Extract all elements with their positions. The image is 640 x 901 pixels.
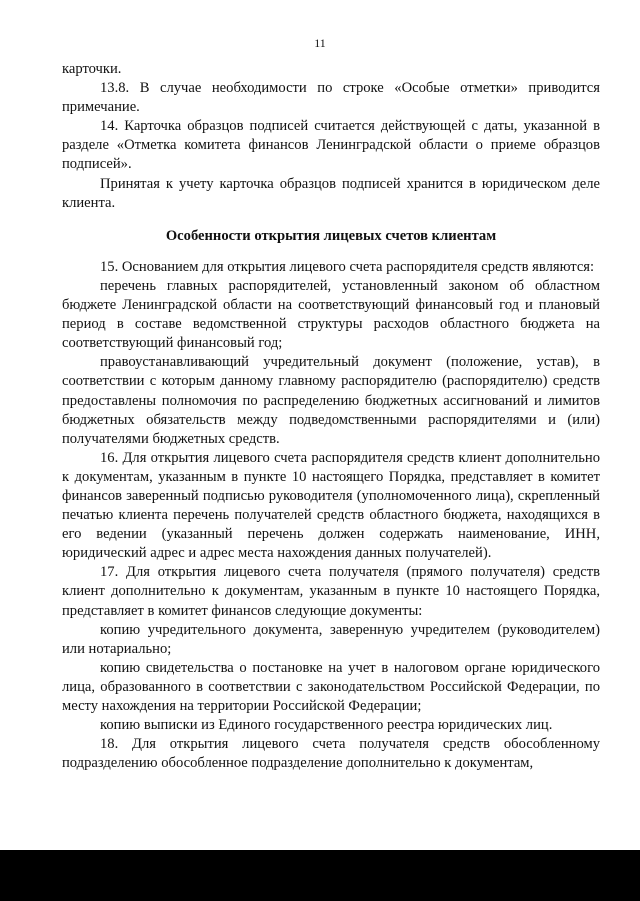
- paragraph: копию свидетельства о постановке на учет в налоговом органе юридического лица, образованного в соответствии с законодательством Российской Федерации, по месту нахождения на территории Российской Федерации;: [62, 659, 600, 714]
- paragraph: копию учредительного документа, заверенную учредителем (руководителем) или нотариально;: [62, 621, 600, 657]
- paragraph: перечень главных распорядителей, установленный законом об областном бюджете Ленинградской области на соответствующий финансовый год и плановый период в составе ведомственной структуры расходов областного бюджета на соответствующий финансовый год;: [62, 277, 600, 352]
- paragraph: 14. Карточка образцов подписей считается действующей с даты, указанной в разделе «Отметка комитета финансов Ленинградской области о приеме образцов подписей».: [62, 118, 600, 173]
- paragraph: 18. Для открытия лицевого счета получателя средств обособленному подразделению обособленное подразделение дополнительно к документам,: [62, 736, 600, 772]
- paragraph: карточки.: [62, 61, 122, 77]
- paragraph: 17. Для открытия лицевого счета получателя (прямого получателя) средств клиент дополнительно к документам, указанным в пункте 10 настоящего Порядка, представляет в комитет финансов следующие документы:: [62, 564, 600, 619]
- page-number: 11: [314, 36, 326, 50]
- document-body: [62, 60, 600, 773]
- paragraph: копию выписки из Единого государственного реестра юридических лиц.: [100, 717, 553, 734]
- section-heading: Особенности открытия лицевых счетов клиентам: [165, 227, 497, 244]
- paragraph: правоустанавливающий учредительный документ (положение, устав), в соответствии с которым данному главному распорядителю (распорядителю) средств предоставлены полномочия по распределению бюджетных ассигнований и лимитов бюджетных обязательств между подведомственными распорядителями и (или) получателями бюджетных средств.: [62, 354, 600, 447]
- paragraph: 13.8. В случае необходимости по строке «Особые отметки» приводится примечание.: [62, 80, 600, 116]
- paragraph: 16. Для открытия лицевого счета распорядителя средств клиент дополнительно к документам, указанным в пункте 10 настоящего Порядка, представляет в комитет финансов заверенный подписью руководителя (уполномоченного лица), скрепленный печатью клиента перечень получателей средств областного бюджета, находящихся в его ведении (указанный перечень должен содержать наименование, ИНН, юридический адрес и адрес места нахождения данных получателей).: [62, 449, 600, 562]
- scan-black-border: [0, 850, 640, 901]
- paragraph: 15. Основанием для открытия лицевого счета распорядителя средств являются:: [100, 258, 595, 275]
- paragraph: Принятая к учету карточка образцов подписей хранится в юридическом деле клиента.: [62, 175, 600, 211]
